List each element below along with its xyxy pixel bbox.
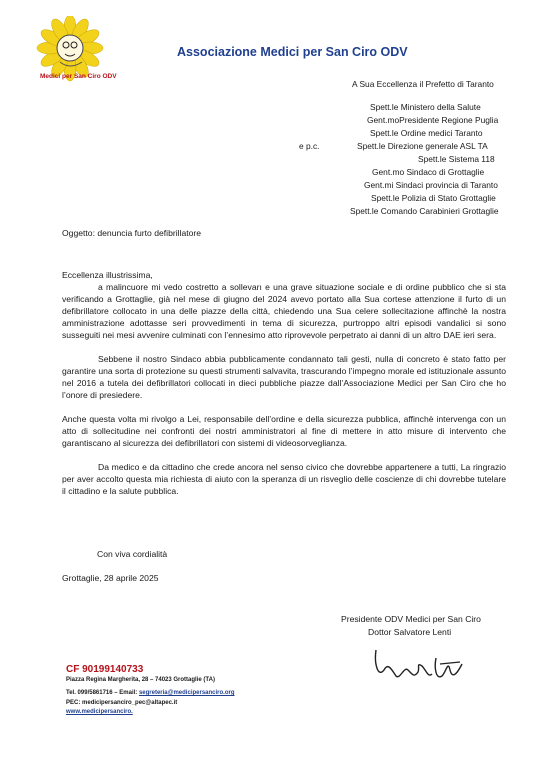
- handwritten-signature: [370, 640, 470, 688]
- salutation: Eccellenza illustrissima,: [62, 270, 153, 280]
- addressee-line: Gent.moPresidente Regione Puglia: [367, 115, 499, 125]
- addressee-line: Spett.le Direzione generale ASL TA: [357, 141, 488, 151]
- tax-code: CF 90199140733: [66, 664, 144, 675]
- paragraph-2: Sebbene il nostro Sindaco abbia pubblicamente condannato tali gesti, nulla di concreto è stato fatto per garantire una sorta di protezione su questi strumenti salvavita, trascurando l’impegno morale ed istituzionale assunto nel 2016 a tutela dei defibrillatori collocati in dieci pubbliche piazze dall’Associazione Medici per San Ciro che ho l’onore di presiedere.: [62, 354, 506, 400]
- addressee-line: Spett.le Sistema 118: [418, 154, 495, 164]
- ep-label: e p.c.: [299, 141, 320, 151]
- footer-pec: [66, 700, 177, 706]
- addressee-line: Spett.le Ordine medici Taranto: [370, 128, 483, 138]
- footer-tel: Tel. 099/5861716 – Email:: [66, 690, 139, 696]
- subject-line: [62, 228, 201, 238]
- addressee-line: Spett.le Polizia di Stato Grottaglie: [371, 193, 496, 203]
- subject-label: Oggetto:: [62, 228, 95, 238]
- footer-contacts: [66, 690, 235, 696]
- addressee-line: Spett.le Comando Carabinieri Grottaglie: [350, 206, 499, 216]
- signatory-name: Dottor Salvatore Lenti: [368, 627, 452, 637]
- addressee-line: Spett.le Ministero della Salute: [370, 102, 481, 112]
- main-addressee: A Sua Eccellenza il Prefetto di Taranto: [352, 79, 494, 89]
- footer-pec-label: PEC:: [66, 700, 83, 706]
- paragraph-4: Da medico e da cittadino che crede ancora nel senso civico che dovrebbe appartenere a tutti, La ringrazio per aver accolto questa mia richiesta di aiuto con la speranza di un risveglio delle coscienze di chi dovrebbe tutelare il cittadino e la salute pubblica.: [62, 462, 506, 496]
- addressee-line: Gent.mi Sindaci provincia di Taranto: [364, 180, 498, 190]
- subject-text: denuncia furto defibrillatore: [97, 228, 202, 238]
- footer-email-link[interactable]: segreteria@medicipersanciro.org: [138, 690, 235, 696]
- footer-website-link[interactable]: www.medicipersanciro.: [66, 709, 133, 715]
- signatory-role: Presidente ODV Medici per San Ciro: [341, 614, 481, 624]
- letter-date: Grottaglie, 28 aprile 2025: [62, 573, 159, 583]
- closing: Con viva cordialità: [97, 549, 168, 559]
- paragraph-1: a malincuore mi vedo costretto a sollevarı e una grave situazione sociale e di ordine pubblico che si sta verificando a Grottaglie, già nel mese di giugno del 2024 avevo portato alla Sua cortese attenzione il furto di un defibrillatore collocato in una delle piazze della città, chiedendo una Sua celere sollecitazione affinchè la nostra amministrazione adottasse seri provvedimenti in tema di sicurezza, purtroppo altri episodi vandalici si sono susseguiti nei mesi avvenire culminati con l’ennesimo atto riprovevole perpetrato ai danni di un altro DAE ieri sera.: [62, 282, 506, 340]
- logo-caption: Medici per San Ciro ODV: [40, 73, 117, 80]
- addressee-line: Gent.mo Sindaco di Grottaglie: [372, 167, 485, 177]
- organization-title: Associazione Medici per San Ciro ODV: [177, 45, 408, 59]
- footer-address: Piazza Regina Margherita, 28 – 74023 Grottaglie (TA): [66, 677, 215, 683]
- footer-pec-address: medicipersanciro_pec@altapec.it: [82, 700, 178, 706]
- footer-website: [66, 709, 133, 715]
- paragraph-3: Anche questa volta mi rivolgo a Lei, responsabile dell’ordine e della sicurezza pubblica, affinchè intervenga con un atto di sollecitudine nei confronti dei nostri amministratori al fine di mettere in atto misure di intervento che garantiscano al sicurezza dei defibrillatori con sistemi di videosorveglianza.: [62, 414, 506, 448]
- letter-body: [62, 269, 506, 497]
